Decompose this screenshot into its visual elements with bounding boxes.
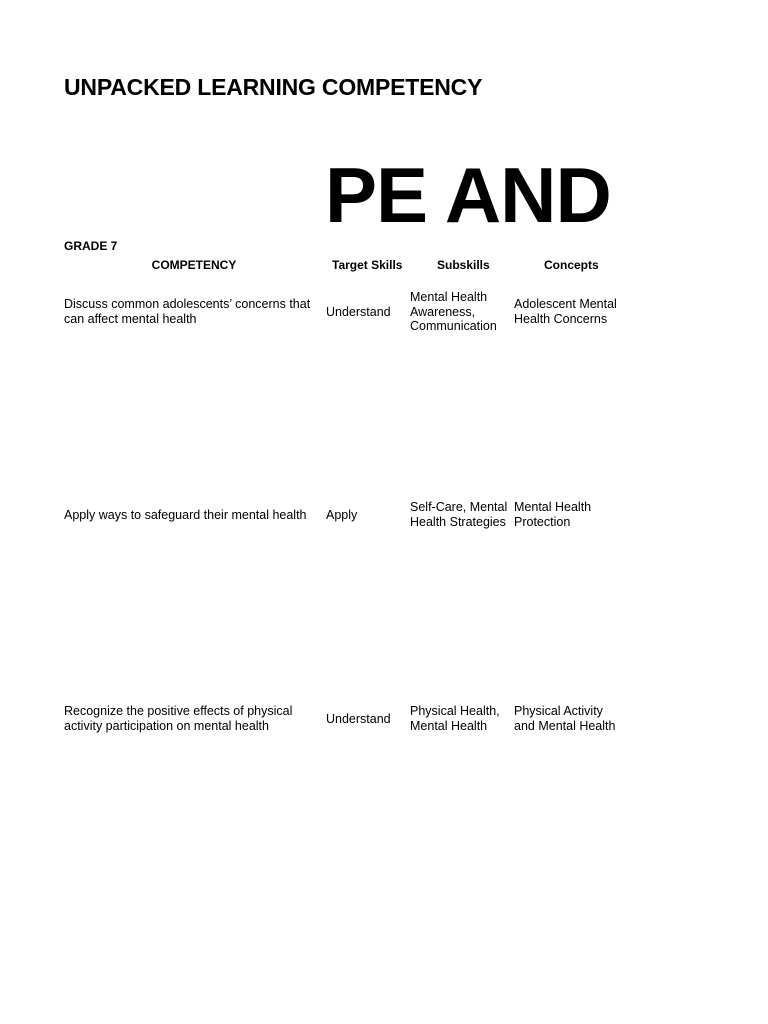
header-target-skills: Target Skills xyxy=(332,258,403,272)
header-concepts: Concepts xyxy=(544,258,599,272)
table-row xyxy=(0,284,768,340)
page-title: UNPACKED LEARNING COMPETENCY xyxy=(64,74,483,100)
competency-cell: Apply ways to safeguard their mental health xyxy=(64,507,307,522)
target-skill-cell: Apply xyxy=(326,507,358,522)
concepts-cell: Adolescent Mental Health Concerns xyxy=(514,297,617,326)
grade-label: GRADE 7 xyxy=(64,239,118,253)
target-skill-cell: Understand xyxy=(326,304,391,319)
competency-cell: Recognize the positive effects of physical activity participation on mental health xyxy=(64,704,293,733)
subskills-cell: Self-Care, Mental Health Strategies xyxy=(410,500,508,529)
subskills-cell: Mental Health Awareness, Communication xyxy=(410,290,497,334)
header-subskills: Subskills xyxy=(437,258,490,272)
table-row xyxy=(0,487,768,543)
concepts-cell: Mental Health Protection xyxy=(514,500,592,529)
competency-cell: Discuss common adolescents’ concerns that can affect mental health xyxy=(64,297,311,326)
header-competency: COMPETENCY xyxy=(151,258,237,272)
subject-title: PE AND xyxy=(325,151,611,239)
concepts-cell: Physical Activity and Mental Health xyxy=(514,704,616,733)
target-skill-cell: Understand xyxy=(326,711,391,726)
table-row xyxy=(0,691,768,747)
subskills-cell: Physical Health, Mental Health xyxy=(410,704,500,733)
